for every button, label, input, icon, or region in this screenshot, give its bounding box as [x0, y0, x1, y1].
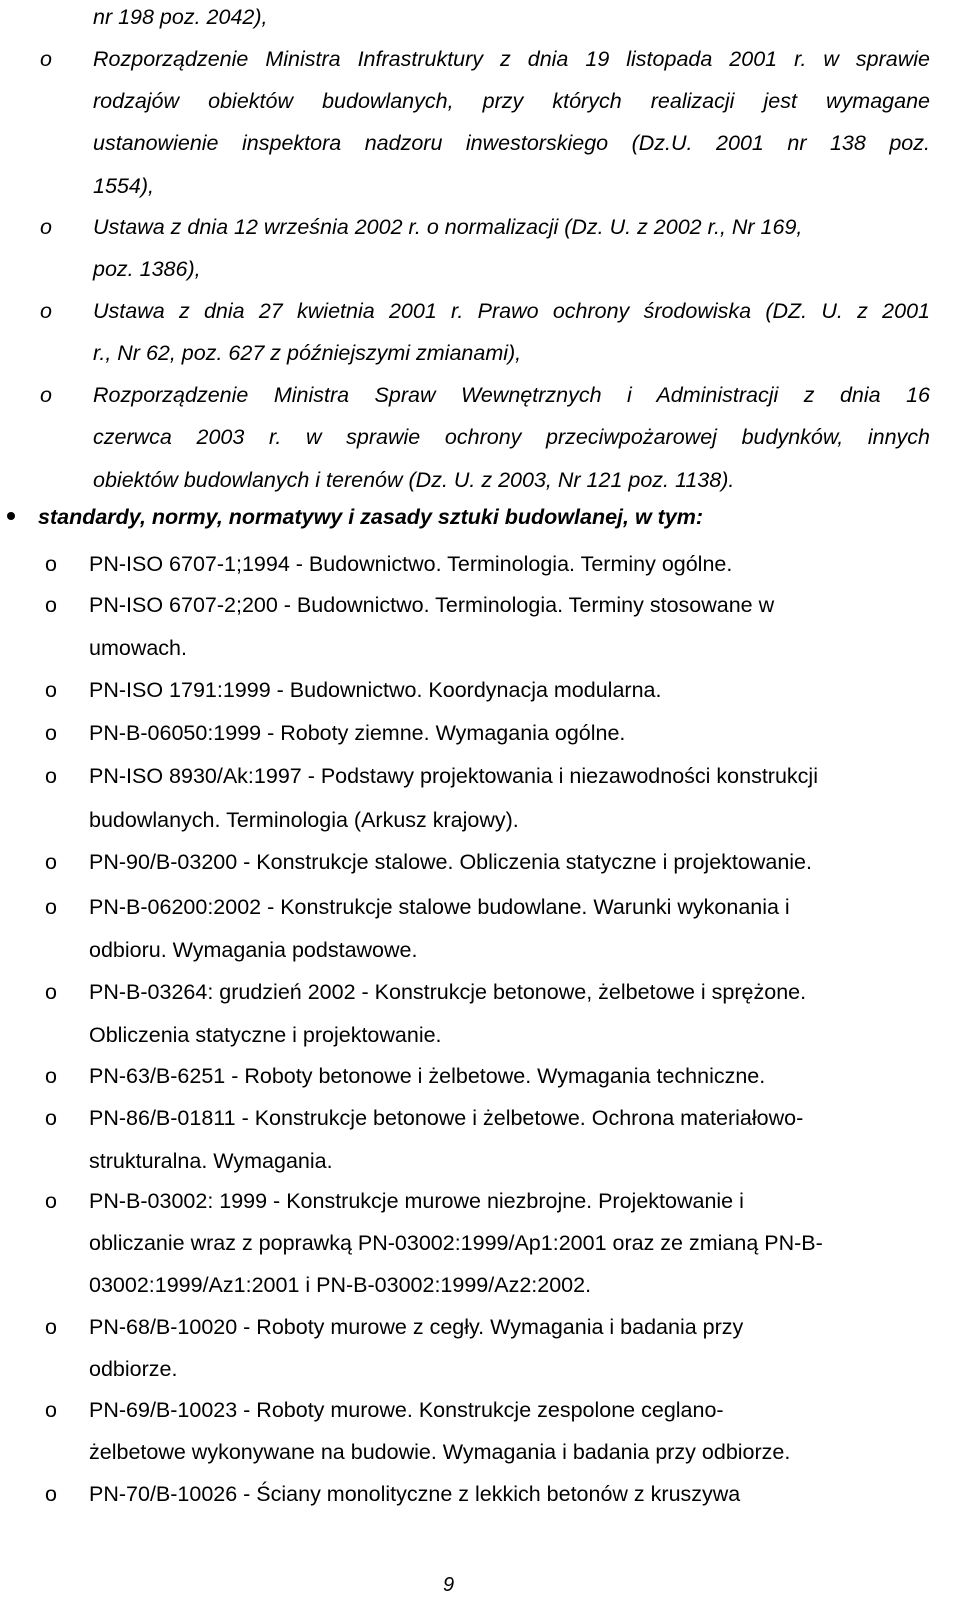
- standard-item-line: PN-B-03002: 1999 - Konstrukcje murowe niezbrojne. Projektowanie i: [89, 1189, 744, 1213]
- legal-act-line: rodzajów obiektów budowlanych, przy których realizacji jest wymagane: [93, 89, 930, 113]
- standard-item-line: 03002:1999/Az1:2001 i PN-B-03002:1999/Az2:2002.: [89, 1273, 592, 1297]
- list-marker-icon: o: [45, 980, 57, 1004]
- standard-item-line: strukturalna. Wymagania.: [89, 1149, 333, 1173]
- standards-heading: standardy, normy, normatywy i zasady sztuki budowlanej, w tym:: [38, 505, 704, 529]
- legal-act-line: poz. 1386),: [93, 257, 201, 281]
- standard-item-line: PN-69/B-10023 - Roboty murowe. Konstrukcje zespolone ceglano-: [89, 1398, 724, 1422]
- list-marker-icon: o: [45, 764, 57, 788]
- list-marker-icon: o: [45, 678, 57, 702]
- list-marker-icon: o: [45, 1398, 57, 1422]
- standard-item-line: PN-B-06200:2002 - Konstrukcje stalowe budowlane. Warunki wykonania i: [89, 895, 790, 919]
- list-marker-icon: o: [40, 47, 52, 71]
- list-marker-icon: o: [45, 721, 57, 745]
- standard-item-line: PN-ISO 8930/Ak:1997 - Podstawy projektowania i niezawodności konstrukcji: [89, 764, 818, 788]
- standard-item-line: PN-86/B-01811 - Konstrukcje betonowe i żelbetowe. Ochrona materiałowo-: [89, 1106, 804, 1130]
- list-marker-icon: o: [45, 1315, 57, 1339]
- standard-item-line: żelbetowe wykonywane na budowie. Wymagania i badania przy odbiorze.: [89, 1440, 791, 1464]
- standard-item-line: PN-70/B-10026 - Ściany monolityczne z lekkich betonów z kruszywa: [89, 1482, 741, 1506]
- list-marker-icon: o: [45, 1106, 57, 1130]
- page-number: 9: [443, 1574, 455, 1596]
- legal-act-line: Ustawa z dnia 27 kwietnia 2001 r. Prawo ochrony środowiska (DZ. U. z 2001: [93, 299, 930, 323]
- legal-act-line: r., Nr 62, poz. 627 z późniejszymi zmianami),: [93, 341, 522, 365]
- standard-item-line: Obliczenia statyczne i projektowanie.: [89, 1023, 442, 1047]
- standard-item-line: PN-ISO 1791:1999 - Budownictwo. Koordynacja modularna.: [89, 678, 662, 702]
- list-marker-icon: o: [45, 1482, 57, 1506]
- legal-act-line: Ustawa z dnia 12 września 2002 r. o normalizacji (Dz. U. z 2002 r., Nr 169,: [93, 215, 803, 239]
- legal-act-line: obiektów budowlanych i terenów (Dz. U. z 2003, Nr 121 poz. 1138).: [93, 468, 735, 492]
- bullet-icon: [7, 512, 15, 520]
- standard-item-line: umowach.: [89, 636, 187, 660]
- standard-item-line: obliczanie wraz z poprawką PN-03002:1999/Ap1:2001 oraz ze zmianą PN-B-: [89, 1231, 823, 1255]
- standard-item-line: PN-B-06050:1999 - Roboty ziemne. Wymagania ogólne.: [89, 721, 626, 745]
- list-marker-icon: o: [40, 215, 52, 239]
- standard-item-line: PN-B-03264: grudzień 2002 - Konstrukcje betonowe, żelbetowe i sprężone.: [89, 980, 807, 1004]
- standard-item-line: PN-68/B-10020 - Roboty murowe z cegły. Wymagania i badania przy: [89, 1315, 744, 1339]
- legal-act-line: ustanowienie inspektora nadzoru inwestorskiego (Dz.U. 2001 nr 138 poz.: [93, 131, 930, 155]
- standard-item-line: odbioru. Wymagania podstawowe.: [89, 938, 418, 962]
- standard-item-line: PN-90/B-03200 - Konstrukcje stalowe. Obliczenia statyczne i projektowanie.: [89, 850, 812, 874]
- list-marker-icon: o: [45, 850, 57, 874]
- standard-item-line: PN-63/B-6251 - Roboty betonowe i żelbetowe. Wymagania techniczne.: [89, 1064, 766, 1088]
- list-marker-icon: o: [40, 383, 52, 407]
- legal-act-line: czerwca 2003 r. w sprawie ochrony przeciwpożarowej budynków, innych: [93, 425, 930, 449]
- standard-item-line: budowlanych. Terminologia (Arkusz krajowy).: [89, 808, 519, 832]
- legal-act-line: Rozporządzenie Ministra Infrastruktury z dnia 19 listopada 2001 r. w sprawie: [93, 47, 930, 71]
- list-marker-icon: o: [45, 593, 57, 617]
- list-marker-icon: o: [45, 1064, 57, 1088]
- legal-act-line: 1554),: [93, 174, 154, 198]
- list-marker-icon: o: [45, 895, 57, 919]
- standard-item-line: PN-ISO 6707-1;1994 - Budownictwo. Terminologia. Terminy ogólne.: [89, 552, 733, 576]
- list-marker-icon: o: [45, 552, 57, 576]
- list-marker-icon: o: [40, 299, 52, 323]
- legal-act-line: nr 198 poz. 2042),: [93, 5, 268, 29]
- list-marker-icon: o: [45, 1189, 57, 1213]
- standard-item-line: odbiorze.: [89, 1357, 178, 1381]
- legal-act-line: Rozporządzenie Ministra Spraw Wewnętrznych i Administracji z dnia 16: [93, 383, 930, 407]
- standard-item-line: PN-ISO 6707-2;200 - Budownictwo. Terminologia. Terminy stosowane w: [89, 593, 775, 617]
